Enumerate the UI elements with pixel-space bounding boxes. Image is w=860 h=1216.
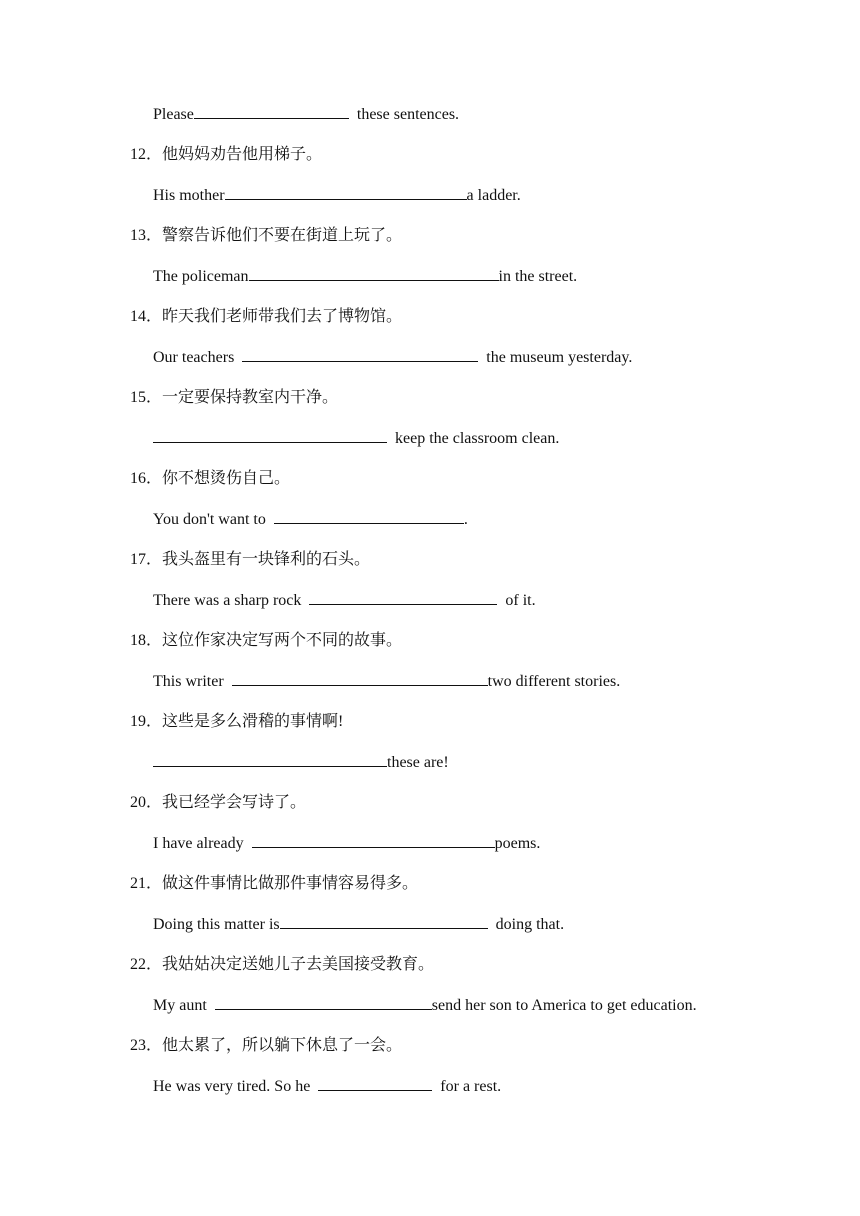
answer-blank[interactable] — [274, 508, 464, 524]
question-18 — [130, 629, 402, 653]
question-text: 一定要保持教室内干净。 — [162, 389, 339, 406]
answer-line-20 — [153, 832, 540, 856]
question-number: 19 — [130, 713, 146, 730]
answer-after: poems. — [494, 835, 541, 852]
question-number: 16 — [130, 470, 146, 487]
answer-before: You don't want to — [153, 511, 266, 528]
question-text: 他太累了，所以躺下休息了一会。 — [162, 1037, 403, 1054]
answer-after: send her son to America to get education. — [431, 997, 697, 1014]
question-12 — [130, 143, 322, 167]
question-text: 警察告诉他们不要在街道上玩了。 — [162, 227, 403, 244]
question-text: 昨天我们老师带我们去了博物馆。 — [162, 308, 403, 325]
answer-line-23 — [153, 1075, 501, 1099]
answer-blank[interactable] — [215, 994, 432, 1010]
answer-line-18 — [153, 670, 620, 694]
question-number: 12 — [130, 146, 146, 163]
question-21 — [130, 872, 418, 896]
answer-after: two different stories. — [487, 673, 621, 690]
answer-blank[interactable] — [249, 265, 499, 281]
answer-before: I have already — [153, 835, 244, 852]
answer-line-15 — [153, 427, 559, 451]
answer-after: for a rest. — [440, 1078, 502, 1095]
question-17 — [130, 548, 370, 572]
question-text: 这些是多么滑稽的事情啊! — [162, 713, 344, 730]
answer-blank[interactable] — [309, 589, 497, 605]
answer-after: a ladder. — [466, 187, 521, 204]
question-separator: ． — [146, 308, 163, 325]
question-text: 做这件事情比做那件事情容易得多。 — [162, 875, 419, 892]
answer-blank[interactable] — [225, 184, 467, 200]
answer-after: these sentences. — [356, 106, 460, 123]
question-separator: ． — [146, 875, 163, 892]
question-number: 14 — [130, 308, 146, 325]
question-number: 15 — [130, 389, 146, 406]
answer-blank[interactable] — [252, 832, 495, 848]
answer-blank[interactable] — [153, 751, 387, 767]
question-text: 这位作家决定写两个不同的故事。 — [162, 632, 403, 649]
answer-line-22 — [153, 994, 697, 1018]
answer-line-14 — [153, 346, 632, 370]
answer-before: His mother — [153, 187, 225, 204]
question-separator: ． — [146, 956, 163, 973]
answer-after: keep the classroom clean. — [395, 430, 560, 447]
question-separator: ． — [146, 713, 163, 730]
answer-after: the museum yesterday. — [486, 349, 633, 366]
question-separator: ． — [146, 794, 163, 811]
question-separator: ． — [146, 470, 163, 487]
answer-after: of it. — [505, 592, 536, 609]
question-text: 我姑姑决定送她儿子去美国接受教育。 — [162, 956, 435, 973]
question-19 — [130, 710, 343, 734]
question-16 — [130, 467, 290, 491]
answer-after: doing that. — [495, 916, 565, 933]
question-separator: ． — [146, 551, 163, 568]
answer-blank[interactable] — [318, 1075, 432, 1091]
question-number: 22 — [130, 956, 146, 973]
answer-blank[interactable] — [242, 346, 478, 362]
question-22 — [130, 953, 434, 977]
answer-line-17 — [153, 589, 536, 613]
question-text: 你不想烫伤自己。 — [162, 470, 291, 487]
answer-line-13 — [153, 265, 577, 289]
question-number: 17 — [130, 551, 146, 568]
answer-after: in the street. — [498, 268, 578, 285]
question-separator: ． — [146, 1037, 163, 1054]
answer-after: these are! — [387, 754, 449, 771]
answer-blank[interactable] — [153, 427, 387, 443]
answer-before: Our teachers — [153, 349, 235, 366]
answer-line-11 — [153, 103, 459, 127]
question-20 — [130, 791, 306, 815]
question-text: 我已经学会写诗了。 — [162, 794, 307, 811]
question-13 — [130, 224, 402, 248]
answer-before: Please — [153, 106, 194, 123]
answer-line-21 — [153, 913, 564, 937]
question-number: 23 — [130, 1037, 146, 1054]
answer-before: The policeman — [153, 268, 249, 285]
question-text: 我头盔里有一块锋利的石头。 — [162, 551, 371, 568]
question-number: 13 — [130, 227, 146, 244]
answer-after: . — [463, 511, 468, 528]
answer-blank[interactable] — [194, 103, 349, 119]
question-23 — [130, 1034, 402, 1058]
answer-before: There was a sharp rock — [153, 592, 302, 609]
answer-line-16 — [153, 508, 468, 532]
answer-line-19 — [153, 751, 449, 775]
answer-before: This writer — [153, 673, 224, 690]
answer-before: He was very tired. So he — [153, 1078, 311, 1095]
question-text: 他妈妈劝告他用梯子。 — [162, 146, 323, 163]
question-14 — [130, 305, 402, 329]
question-number: 18 — [130, 632, 146, 649]
answer-blank[interactable] — [232, 670, 488, 686]
question-number: 20 — [130, 794, 146, 811]
question-15 — [130, 386, 338, 410]
answer-before: My aunt — [153, 997, 207, 1014]
answer-blank[interactable] — [280, 913, 488, 929]
answer-before: Doing this matter is — [153, 916, 280, 933]
question-separator: ． — [146, 227, 163, 244]
answer-line-12 — [153, 184, 521, 208]
question-separator: ． — [146, 146, 163, 163]
question-separator: ． — [146, 389, 163, 406]
question-number: 21 — [130, 875, 146, 892]
question-separator: ． — [146, 632, 163, 649]
